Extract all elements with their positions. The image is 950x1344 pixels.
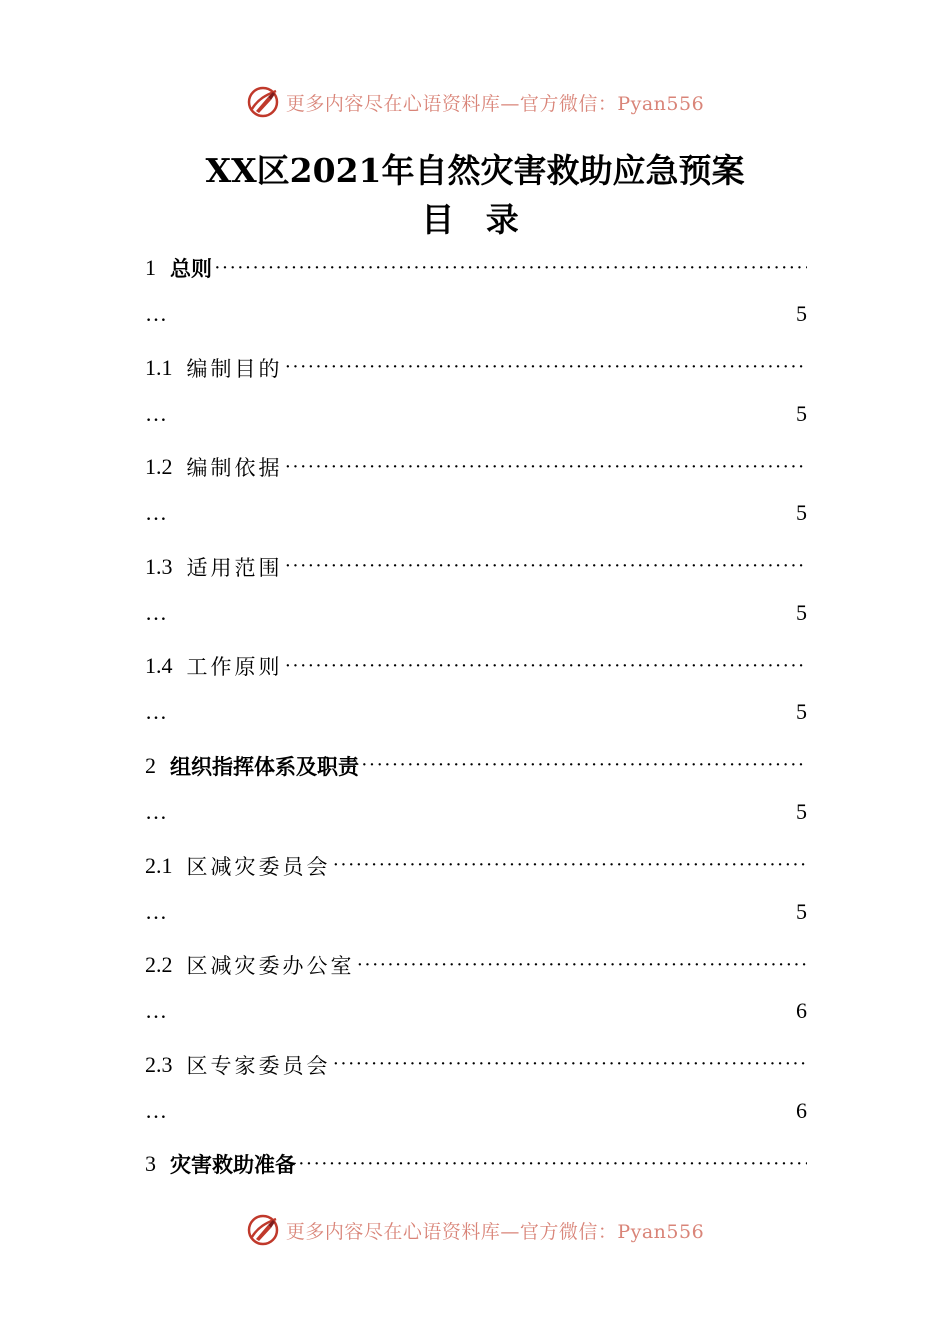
table-of-contents: [145, 243, 807, 1239]
toc-number: 2.2: [145, 952, 173, 978]
toc-leader-continuation: …: [145, 998, 167, 1024]
toc-label: 编制依据: [186, 456, 283, 481]
toc-number: 1.1: [145, 354, 173, 380]
toc-label: 总则: [170, 257, 212, 281]
watermark-footer: [0, 1210, 950, 1250]
toc-entry-2-2[interactable]: [145, 940, 807, 1040]
toc-entry-1-1[interactable]: [145, 343, 807, 443]
toc-label: 灾害救助准备: [170, 1153, 296, 1178]
toc-leader-continuation: …: [145, 599, 167, 625]
watermark-text: 更多内容尽在心语资料库—官方微信：Pyan556: [285, 1220, 705, 1243]
toc-leader-continuation: …: [145, 500, 167, 526]
toc-label: 区减灾委员会: [186, 854, 331, 879]
toc-number: 1.4: [145, 653, 173, 679]
toc-number: 3: [145, 1151, 156, 1177]
toc-number: 1.2: [145, 454, 173, 480]
toc-entry-1[interactable]: [145, 243, 807, 343]
toc-label: 组织指挥体系及职责: [170, 754, 359, 779]
toc-leader-dots: [298, 1153, 807, 1176]
toc-leader-dots: [357, 954, 808, 977]
toc-page-number: 5: [796, 798, 807, 824]
toc-leader-dots: [361, 754, 807, 777]
toc-leader-dots: [285, 655, 808, 678]
toc-entry-1-3[interactable]: [145, 542, 807, 642]
toc-number: 1: [145, 255, 156, 280]
toc-leader-continuation: …: [145, 400, 167, 426]
toc-number: 2: [145, 752, 156, 778]
toc-leader-dots: [333, 1053, 808, 1076]
toc-page-number: 5: [796, 400, 807, 426]
pen-logo-icon: [246, 1213, 280, 1247]
toc-number: 2.3: [145, 1051, 173, 1077]
pen-logo-icon: [246, 85, 280, 119]
toc-heading: 目 录: [421, 200, 529, 239]
toc-number: 1.3: [145, 553, 173, 579]
toc-leader-continuation: …: [145, 699, 167, 725]
toc-page-number: 5: [796, 898, 807, 924]
toc-entry-1-4[interactable]: [145, 641, 807, 741]
watermark-text: 更多内容尽在心语资料库—官方微信：Pyan556: [285, 92, 705, 115]
toc-entry-1-2[interactable]: [145, 442, 807, 542]
toc-page-number: 5: [796, 699, 807, 725]
toc-label: 工作原则: [186, 655, 283, 680]
toc-page-number: 5: [796, 500, 807, 526]
toc-page-number: 5: [796, 301, 807, 326]
toc-leader-dots: [285, 456, 808, 479]
toc-leader-continuation: …: [145, 1097, 167, 1123]
toc-leader-dots: [214, 257, 807, 280]
toc-page-number: 5: [796, 599, 807, 625]
toc-entry-2[interactable]: [145, 741, 807, 841]
toc-number: 2.1: [145, 852, 173, 878]
toc-leader-dots: [285, 356, 808, 379]
toc-label: 适用范围: [186, 555, 283, 580]
toc-label: 区专家委员会: [186, 1053, 331, 1078]
toc-entry-2-3[interactable]: [145, 1040, 807, 1140]
toc-leader-continuation: …: [145, 798, 167, 824]
toc-leader-dots: [333, 854, 808, 877]
toc-leader-dots: [285, 555, 808, 578]
watermark-header: [0, 82, 950, 122]
toc-label: 编制目的: [186, 356, 283, 381]
toc-leader-continuation: …: [145, 301, 167, 326]
toc-page-number: 6: [796, 998, 807, 1024]
toc-label: 区减灾委办公室: [186, 954, 355, 979]
toc-page-number: 6: [796, 1097, 807, 1123]
document-title: XX区2021年自然灾害救助应急预案: [205, 151, 745, 190]
toc-leader-continuation: …: [145, 898, 167, 924]
toc-entry-2-1[interactable]: [145, 841, 807, 941]
